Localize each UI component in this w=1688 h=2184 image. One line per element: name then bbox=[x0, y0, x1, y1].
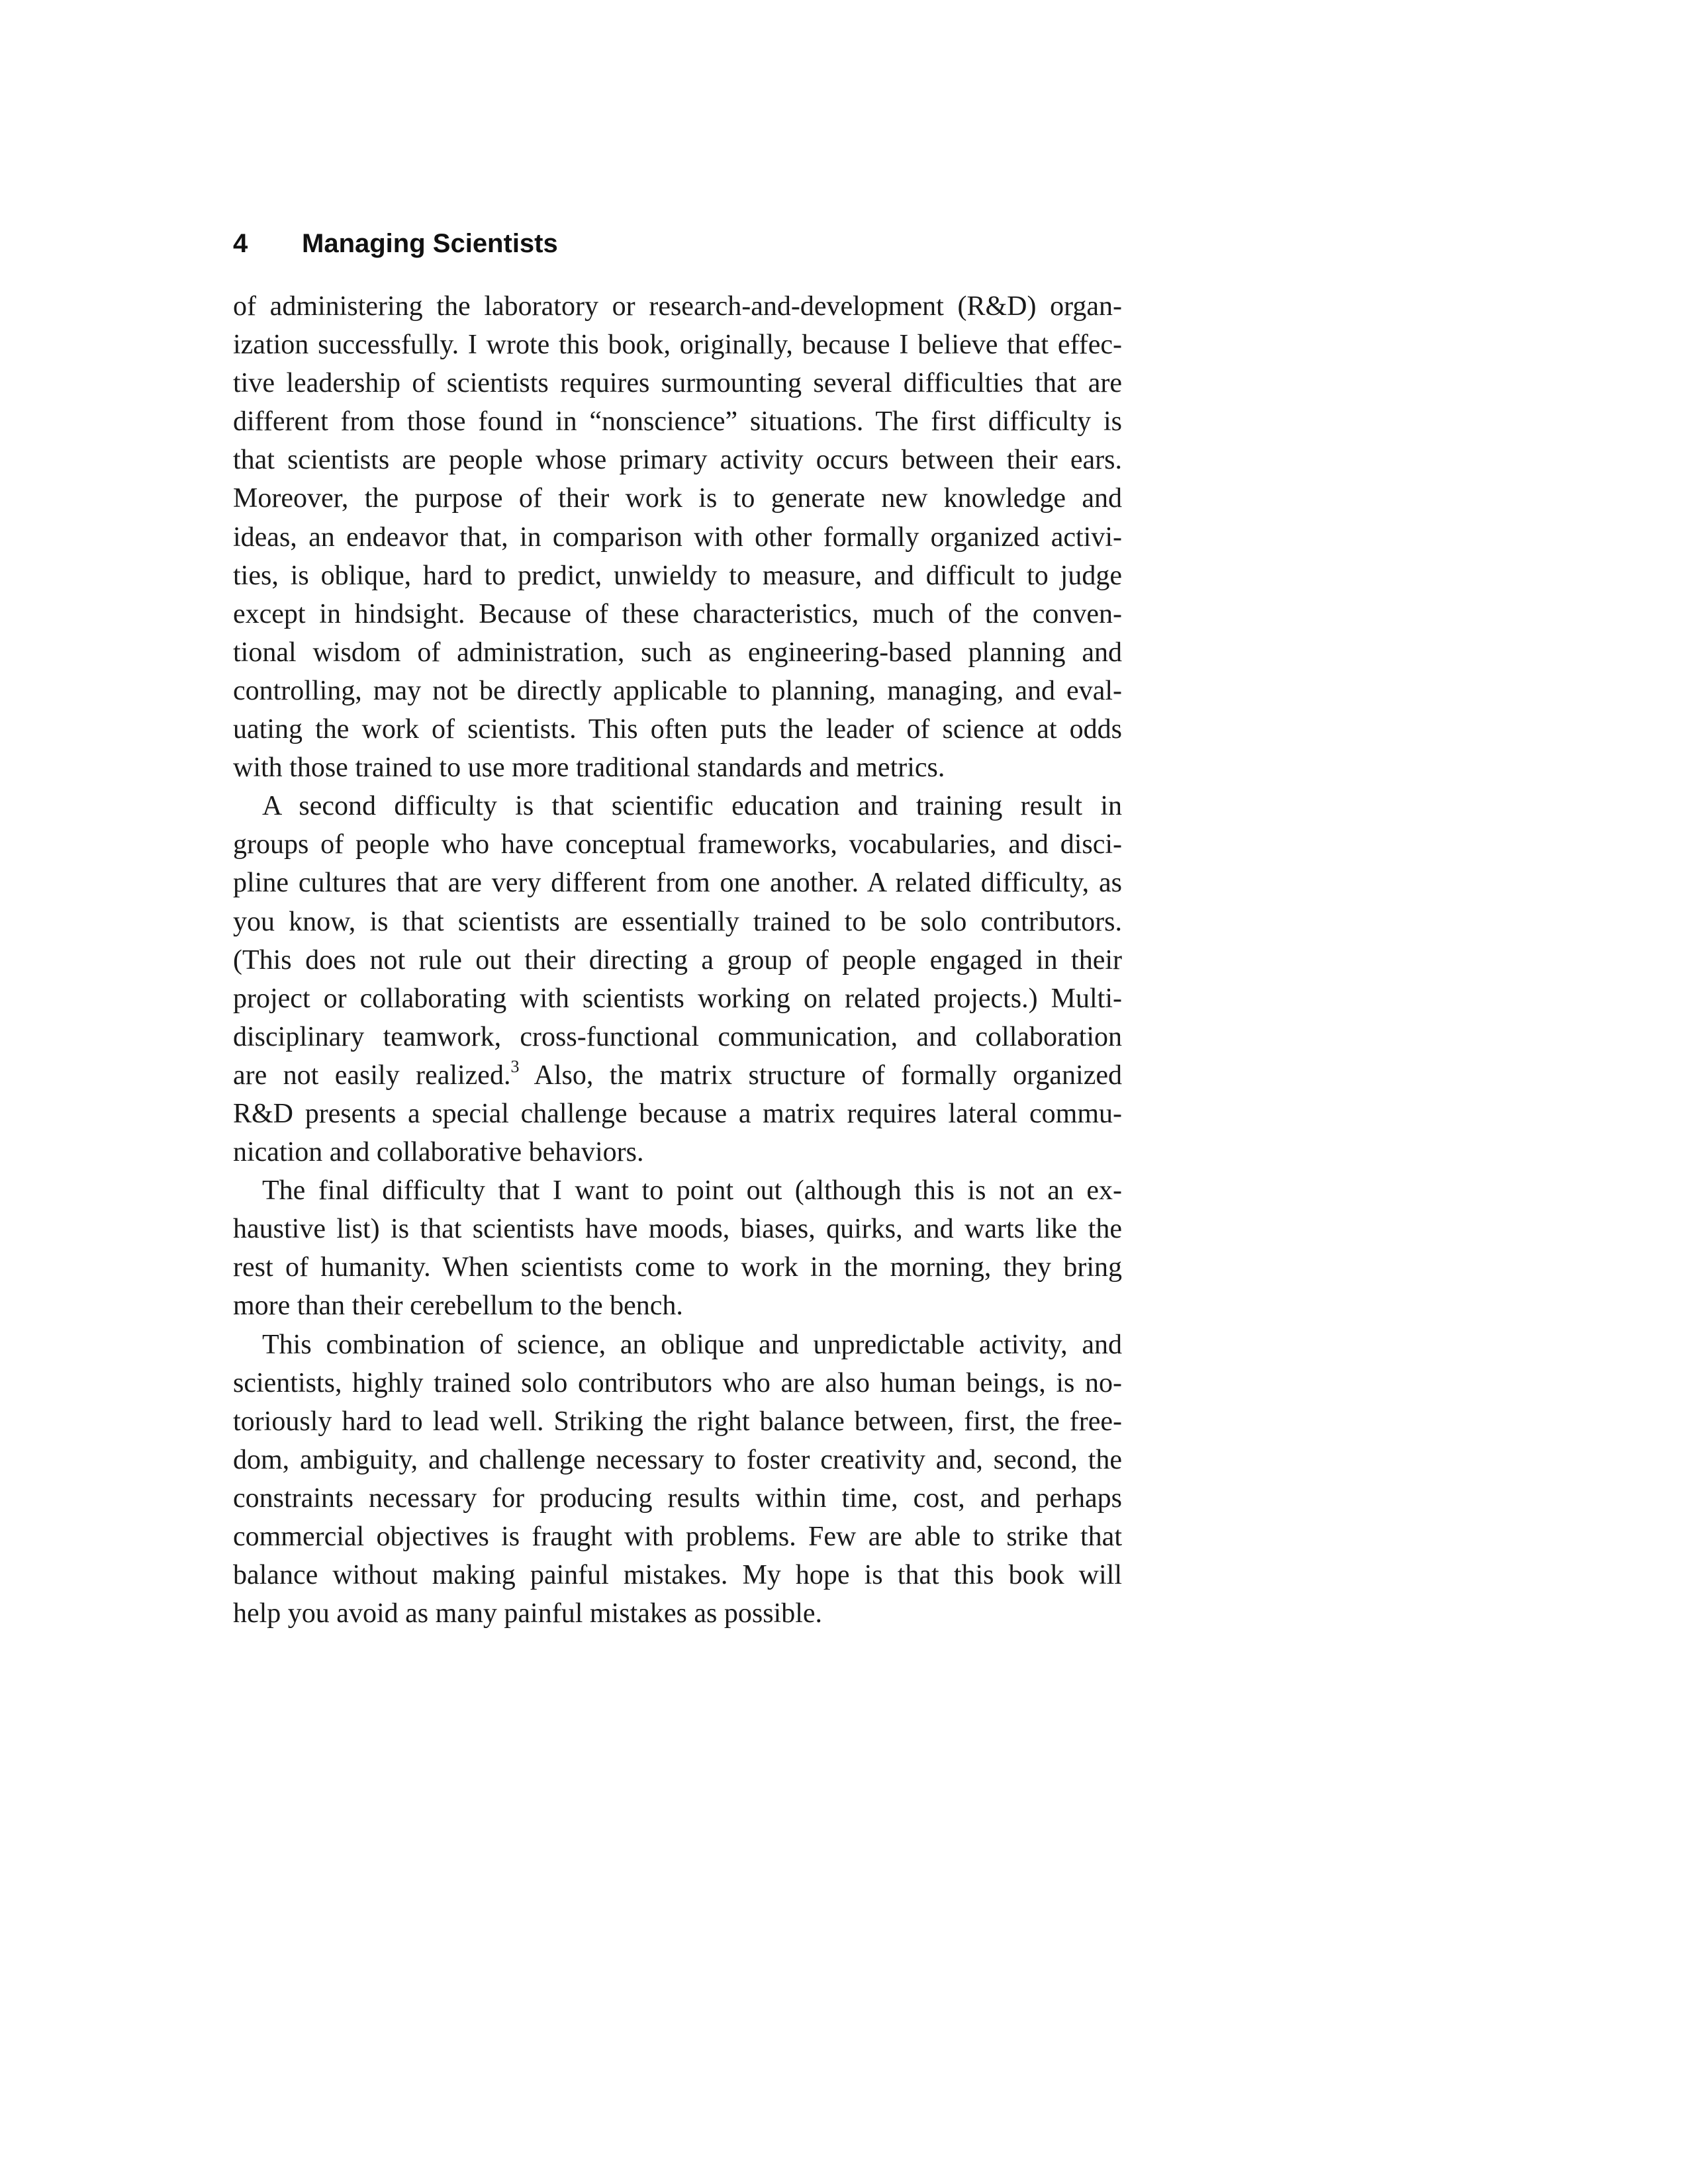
chapter-title: Managing Scientists bbox=[302, 229, 558, 258]
text-line: more than their cerebellum to the bench. bbox=[233, 1291, 683, 1322]
text-line: with those trained to use more traditional standards and metrics. bbox=[233, 752, 945, 784]
text-line: that scientists are people whose primary activity occurs between their ears. bbox=[233, 445, 1122, 476]
text-line: controlling, may not be directly applicable to planning, managing, and eval- bbox=[233, 675, 1122, 706]
text-line-start: are not easily realized. bbox=[233, 1060, 511, 1091]
text-line: The final difficulty that I want to point out (although this is not an ex- bbox=[262, 1175, 1122, 1206]
text-line: rest of humanity. When scientists come to work in the morning, they bring bbox=[233, 1252, 1122, 1283]
text-line: A second difficulty is that scientific education and training result in bbox=[262, 791, 1122, 822]
text-line: R&D presents a special challenge because a matrix requires lateral commu- bbox=[233, 1098, 1122, 1129]
text-line: uating the work of scientists. This often puts the leader of science at odds bbox=[233, 714, 1122, 745]
paragraph-4 bbox=[233, 1326, 1122, 1633]
text-line: toriously hard to lead well. Striking the right balance between, first, the free- bbox=[233, 1406, 1122, 1437]
text-line: disciplinary teamwork, cross-functional communication, and collaboration bbox=[233, 1021, 1122, 1052]
text-line: you know, is that scientists are essentially trained to be solo contributors. bbox=[233, 906, 1122, 937]
text-line: Moreover, the purpose of their work is to generate new knowledge and bbox=[233, 483, 1122, 514]
page-number: 4 bbox=[233, 229, 248, 258]
text-line: tional wisdom of administration, such as engineering-based planning and bbox=[233, 637, 1122, 668]
text-line: This combination of science, an oblique and unpredictable activity, and bbox=[262, 1329, 1122, 1360]
paragraph-1 bbox=[233, 287, 1122, 787]
text-line: different from those found in “nonscience” situations. The first difficulty is bbox=[233, 406, 1122, 437]
text-line: ideas, an endeavor that, in comparison with other formally organized activi- bbox=[233, 522, 1122, 553]
text-line: of administering the laboratory or research-and-development (R&D) organ- bbox=[233, 291, 1122, 322]
text-line-end: Also, the matrix structure of formally organized bbox=[519, 1060, 1122, 1091]
running-head bbox=[233, 224, 1127, 263]
text-line-with-footnote bbox=[233, 1056, 1122, 1095]
paragraph-2 bbox=[233, 787, 1122, 1171]
text-line: ties, is oblique, hard to predict, unwieldy to measure, and difficult to judge bbox=[233, 560, 1122, 591]
text-line: haustive list) is that scientists have moods, biases, quirks, and warts like the bbox=[233, 1214, 1122, 1245]
footnote-reference[interactable]: 3 bbox=[510, 1056, 520, 1076]
text-line: except in hindsight. Because of these characteristics, much of the conven- bbox=[233, 598, 1122, 629]
text-line: project or collaborating with scientists working on related projects.) Multi- bbox=[233, 983, 1122, 1014]
text-line: groups of people who have conceptual frameworks, vocabularies, and disci- bbox=[233, 829, 1122, 860]
text-line: help you avoid as many painful mistakes as possible. bbox=[233, 1598, 823, 1629]
text-line: constraints necessary for producing results within time, cost, and perhaps bbox=[233, 1482, 1122, 1514]
text-line: tive leadership of scientists requires surmounting several difficulties that are bbox=[233, 368, 1122, 399]
text-line: scientists, highly trained solo contributors who are also human beings, is no- bbox=[233, 1367, 1122, 1398]
text-line: nication and collaborative behaviors. bbox=[233, 1137, 644, 1168]
text-line: pline cultures that are very different from one another. A related difficulty, as bbox=[233, 868, 1122, 899]
text-line: balance without making painful mistakes. My hope is that this book will bbox=[233, 1560, 1122, 1591]
text-line: ization successfully. I wrote this book, originally, because I believe that effec- bbox=[233, 330, 1122, 361]
paragraph-3 bbox=[233, 1171, 1122, 1325]
body-text bbox=[233, 287, 1122, 1633]
text-line: commercial objectives is fraught with problems. Few are able to strike that bbox=[233, 1522, 1122, 1552]
text-line: dom, ambiguity, and challenge necessary to foster creativity and, second, the bbox=[233, 1444, 1122, 1475]
text-line: (This does not rule out their directing a group of people engaged in their bbox=[233, 944, 1122, 976]
